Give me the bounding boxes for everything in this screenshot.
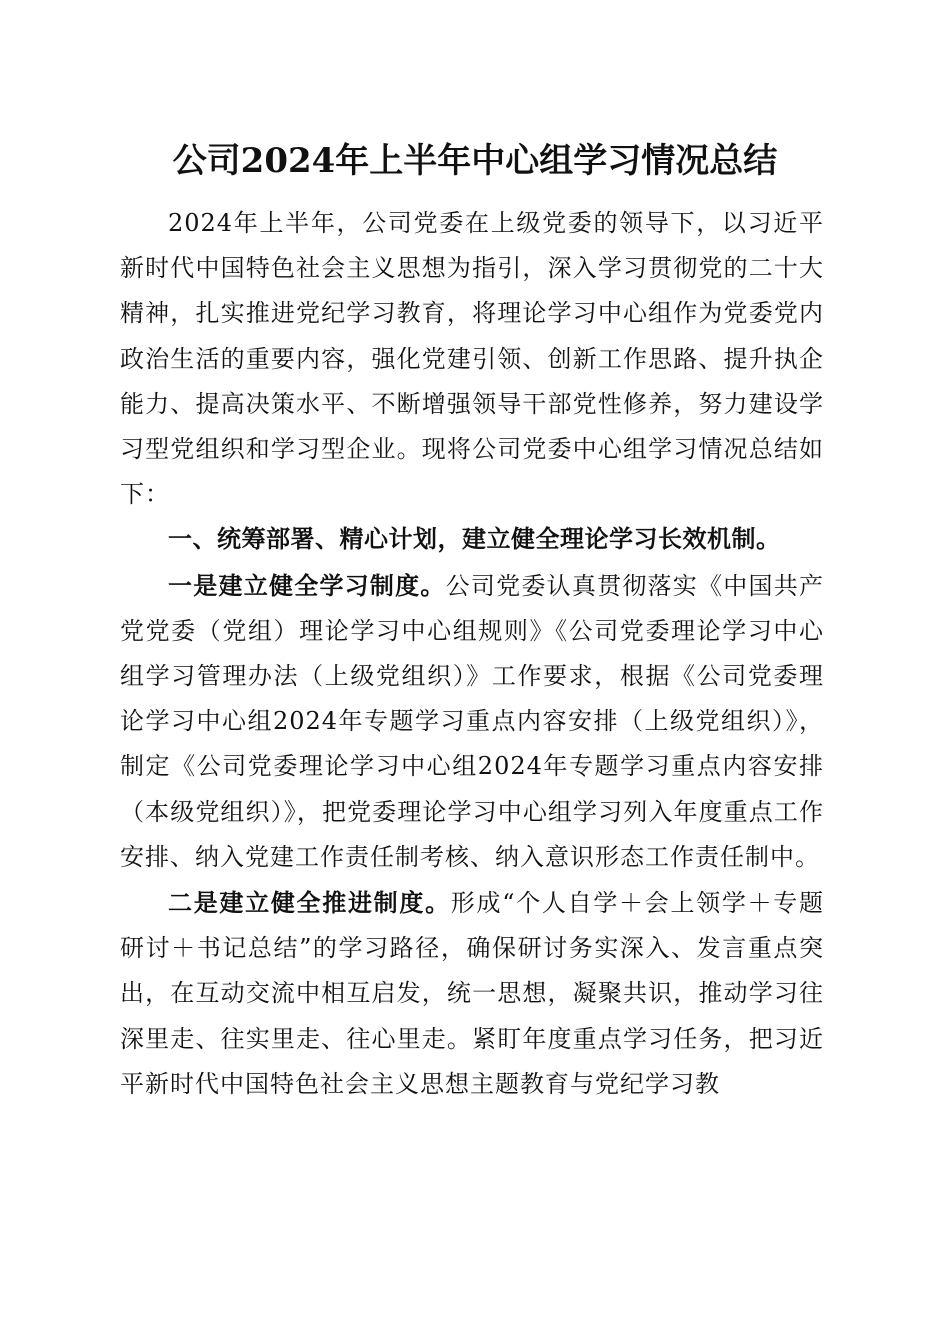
item-1-lead: 一是建立健全学习制度。 — [168, 570, 446, 600]
item-1-text: 公司党委认真贯彻落实《中国共产党党委（党组）理论学习中心组规则》《公司党委理论学习中心组学习管理办法（上级党组织）》工作要求，根据《公司党委理论学习中心组2024年专题学习重点内容安排（上级党组织）》，制定《公司党委理论学习中心组2024年专题学习重点内容安排（本级党组织）》，把党委理论学习中心组学习列入年度重点工作安排、纳入党建工作责任制考核、纳入意识形态工作责任制中。 — [120, 571, 824, 871]
item-2-lead: 二是建立健全推进制度。 — [168, 888, 451, 918]
document-title: 公司2024年上半年中心组学习情况总结 — [172, 141, 778, 181]
item-paragraph-2 — [120, 880, 824, 1107]
item-2-text: 形成“个人自学＋会上领学＋专题研讨＋书记总结”的学习路径，确保研讨务实深入、发言重点突出，在互动交流中相互启发，统一思想，凝聚共识，推动学习往深里走、往实里走、往心里走。紧盯年度重点学习任务，把习近平新时代中国特色社会主义思想主题教育与党纪学习教 — [120, 889, 824, 1098]
item-paragraph-1 — [120, 563, 824, 880]
section-heading-1: 一、统筹部署、精心计划，建立健全理论学习长效机制。 — [168, 525, 781, 554]
document-body — [120, 201, 824, 1107]
intro-paragraph: 2024年上半年，公司党委在上级党委的领导下，以习近平新时代中国特色社会主义思想为指引，深入学习贯彻党的二十大精神，扎实推进党纪学习教育，将理论学习中心组作为党委党内政治生活的重要内容，强化党建引领、创新工作思路、提升执企能力、提高决策水平、不断增强领导干部党性修养，努力建设学习型党组织和学习型企业。现将公司党委中心组学习情况总结如下： — [120, 209, 824, 509]
